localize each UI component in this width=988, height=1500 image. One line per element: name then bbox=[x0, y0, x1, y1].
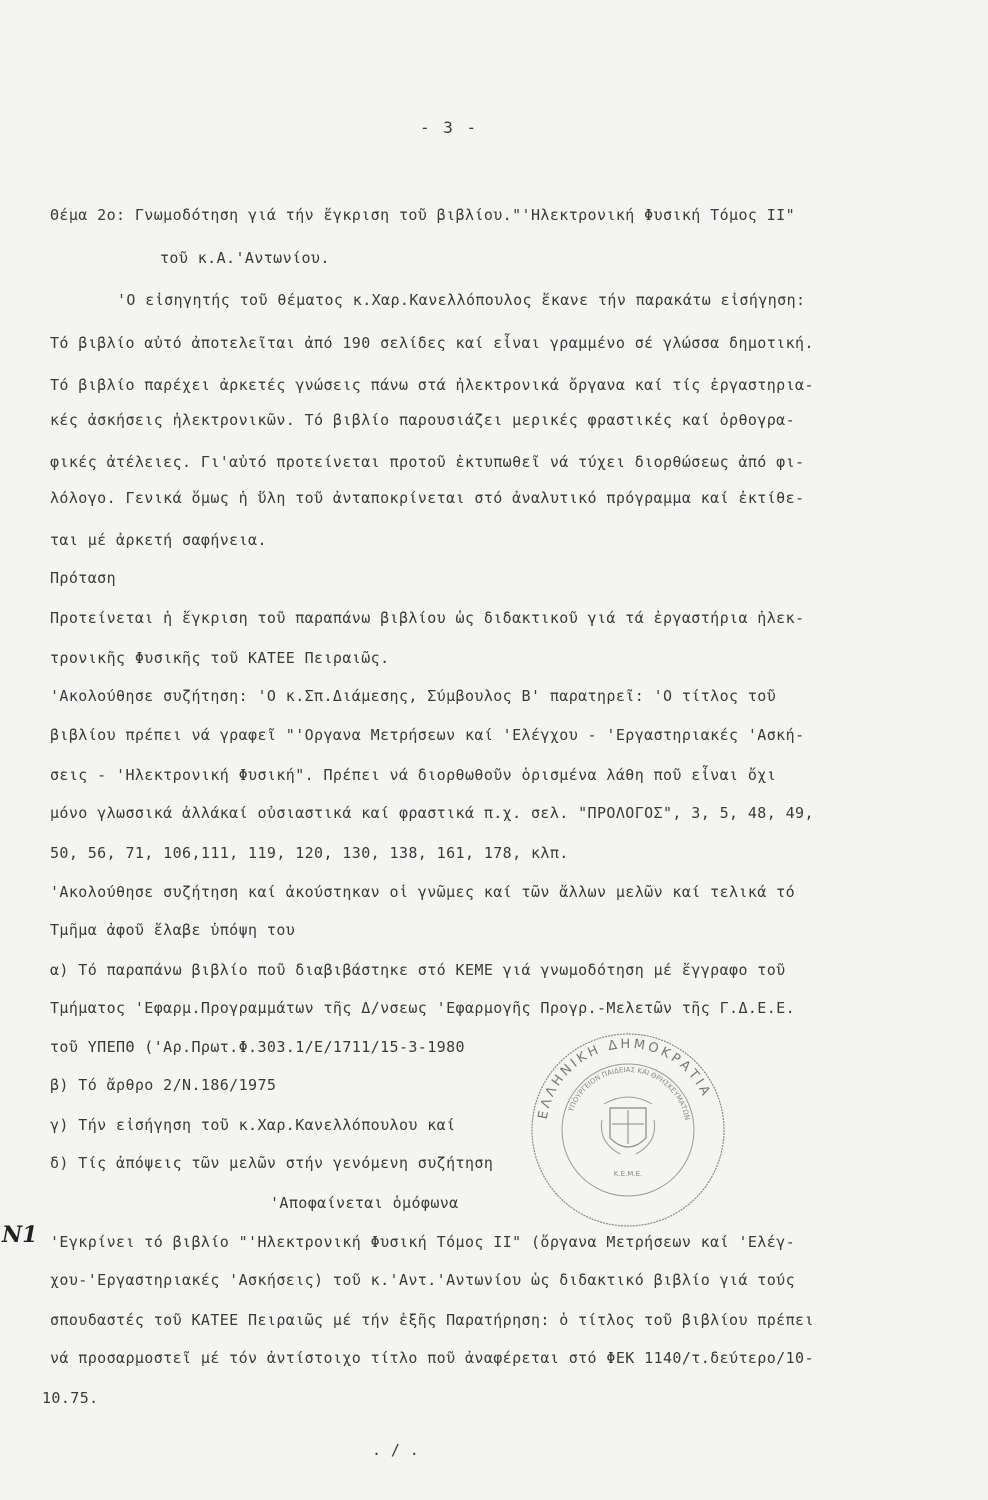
text-line: λόλογο. Γενικά ὅμως ἡ ὕλη τοῦ ἀνταποκρίνεται στό ἀναλυτικό πρόγραμμα καί ἐκτίθε- bbox=[50, 489, 805, 507]
list-item-b: β) Τό ἄρθρο 2/Ν.186/1975 bbox=[50, 1076, 277, 1094]
text-line: τοῦ ΥΠΕΠΘ ('Αρ.Πρωτ.Φ.303.1/Ε/1711/15-3-1980 bbox=[50, 1038, 465, 1056]
text-line: κές ἀσκήσεις ἠλεκτρονικῶν. Τό βιβλίο παρουσιάζει μερικές φραστικές καί ὀρθογρα- bbox=[50, 411, 796, 429]
text-line: Τό βιβλίο αὐτό ἀποτελεῖται ἀπό 190 σελίδες καί εἶναι γραμμένο σέ γλώσσα δημοτική. bbox=[50, 334, 814, 352]
text-line: σεις - 'Ηλεκτρονική Φυσική". Πρέπει νά διορθωθοῦν ὁρισμένα λάθη ποῦ εἶναι ὄχι bbox=[50, 766, 777, 784]
handwritten-mark: Ν1 bbox=[2, 1222, 38, 1248]
text-line: τρονικῆς Φυσικῆς τοῦ ΚΑΤΕΕ Πειραιῶς. bbox=[50, 649, 390, 667]
text-line: νά προσαρμοστεῖ μέ τόν ἀντίστοιχο τίτλο ποῦ ἀναφέρεται στό ΦΕΚ 1140/τ.δεύτερο/10- bbox=[50, 1349, 814, 1367]
text-line: Τμήματος 'Εφαρμ.Προγραμμάτων τῆς Δ/νσεως 'Εφαρμογῆς Προγρ.-Μελετῶν τῆς Γ.Δ.Ε.Ε. bbox=[50, 999, 796, 1017]
stamp-outer-text: ΕΛΛΗΝΙΚΗ ΔΗΜΟΚΡΑΤΙΑ bbox=[535, 1036, 714, 1121]
list-item-a: α) Τό παραπάνω βιβλίο ποῦ διαβιβάστηκε στό ΚΕΜΕ γιά γνωμοδότηση μέ ἔγγραφο τοῦ bbox=[50, 961, 786, 979]
text-line: 10.75. bbox=[42, 1389, 99, 1407]
text-line: μόνο γλωσσικά ἀλλάκαί οὐσιαστικά καί φραστικά π.χ. σελ. "ΠΡΟΛΟΓΟΣ", 3, 5, 48, 49, bbox=[50, 804, 814, 822]
text-line: βιβλίου πρέπει νά γραφεῖ "'Οργανα Μετρήσεων καί 'Ελέγχου - 'Εργαστηριακές 'Ασκή- bbox=[50, 726, 805, 744]
text-line-subject: Θέμα 2ο: Γνωμοδότηση γιά τήν ἔγκριση τοῦ βιβλίου."'Ηλεκτρονική Φυσική Τόμος ΙΙ" bbox=[50, 206, 796, 224]
text-line: Τό βιβλίο παρέχει ἀρκετές γνώσεις πάνω στά ἠλεκτρονικά ὄργανα καί τίς ἐργαστηρια- bbox=[50, 376, 814, 394]
text-line: χου-'Εργαστηριακές 'Ασκήσεις) τοῦ κ.'Αντ.'Αντωνίου ὡς διδακτικό βιβλίο γιά τούς bbox=[50, 1271, 796, 1289]
coat-of-arms-icon bbox=[601, 1097, 654, 1154]
official-stamp bbox=[528, 1030, 728, 1230]
stamp-seal bbox=[528, 1030, 728, 1230]
text-line: Τμῆμα ἀφοῦ ἔλαβε ὑπόψη του bbox=[50, 921, 296, 939]
list-item-d: δ) Τίς ἀπόψεις τῶν μελῶν στήν γενόμενη συζήτηση bbox=[50, 1154, 494, 1172]
text-line: τοῦ κ.Α.'Αντωνίου. bbox=[160, 249, 330, 267]
text-line: ται μέ ἀρκετή σαφήνεια. bbox=[50, 531, 267, 549]
stamp-center-text: Κ.Ε.Μ.Ε. bbox=[613, 1170, 643, 1178]
section-heading-proposal: Πρόταση bbox=[50, 569, 117, 587]
text-line: Προτείνεται ἡ ἔγκριση τοῦ παραπάνω βιβλίου ὡς διδακτικοῦ γιά τά ἐργαστήρια ἠλεκ- bbox=[50, 609, 805, 627]
text-line: 'Εγκρίνει τό βιβλίο "'Ηλεκτρονική Φυσική Τόμος ΙΙ" (ὄργανα Μετρήσεων καί 'Ελέγ- bbox=[50, 1233, 796, 1251]
continuation-mark: . / . bbox=[372, 1441, 420, 1459]
text-line: 'Ακολούθησε συζήτηση καί ἀκούστηκαν οἱ γνῶμες καί τῶν ἄλλων μελῶν καί τελικά τό bbox=[50, 883, 796, 901]
stamp-inner-text: ΥΠΟΥΡΓΕΙΟΝ ΠΑΙΔΕΙΑΣ ΚΑΙ ΘΡΗΣΚΕΥΜΑΤΩΝ bbox=[567, 1065, 692, 1121]
text-line: 'Ακολούθησε συζήτηση: 'Ο κ.Σπ.Διάμεσης, Σύμβουλος Β' παρατηρεῖ: 'Ο τίτλος τοῦ bbox=[50, 687, 777, 705]
list-item-c: γ) Τήν εἰσήγηση τοῦ κ.Χαρ.Κανελλόπουλου καί bbox=[50, 1116, 456, 1134]
page-number: - 3 - bbox=[420, 118, 479, 137]
text-line: 50, 56, 71, 106,111, 119, 120, 130, 138, 161, 178, κλπ. bbox=[50, 844, 569, 862]
text-line: φικές ἀτέλειες. Γι'αὐτό προτείνεται προτοῦ ἐκτυπωθεῖ νά τύχει διορθώσεως ἀπό φι- bbox=[50, 453, 805, 471]
text-line: 'Ο εἰσηγητής τοῦ θέματος κ.Χαρ.Κανελλόπουλος ἔκανε τήν παρακάτω εἰσήγηση: bbox=[117, 291, 806, 309]
text-line: σπουδαστές τοῦ ΚΑΤΕΕ Πειραιῶς μέ τήν ἑξῆς Παρατήρηση: ὁ τίτλος τοῦ βιβλίου πρέπει bbox=[50, 1311, 814, 1329]
decision-heading: 'Αποφαίνεται ὁμόφωνα bbox=[270, 1194, 459, 1212]
